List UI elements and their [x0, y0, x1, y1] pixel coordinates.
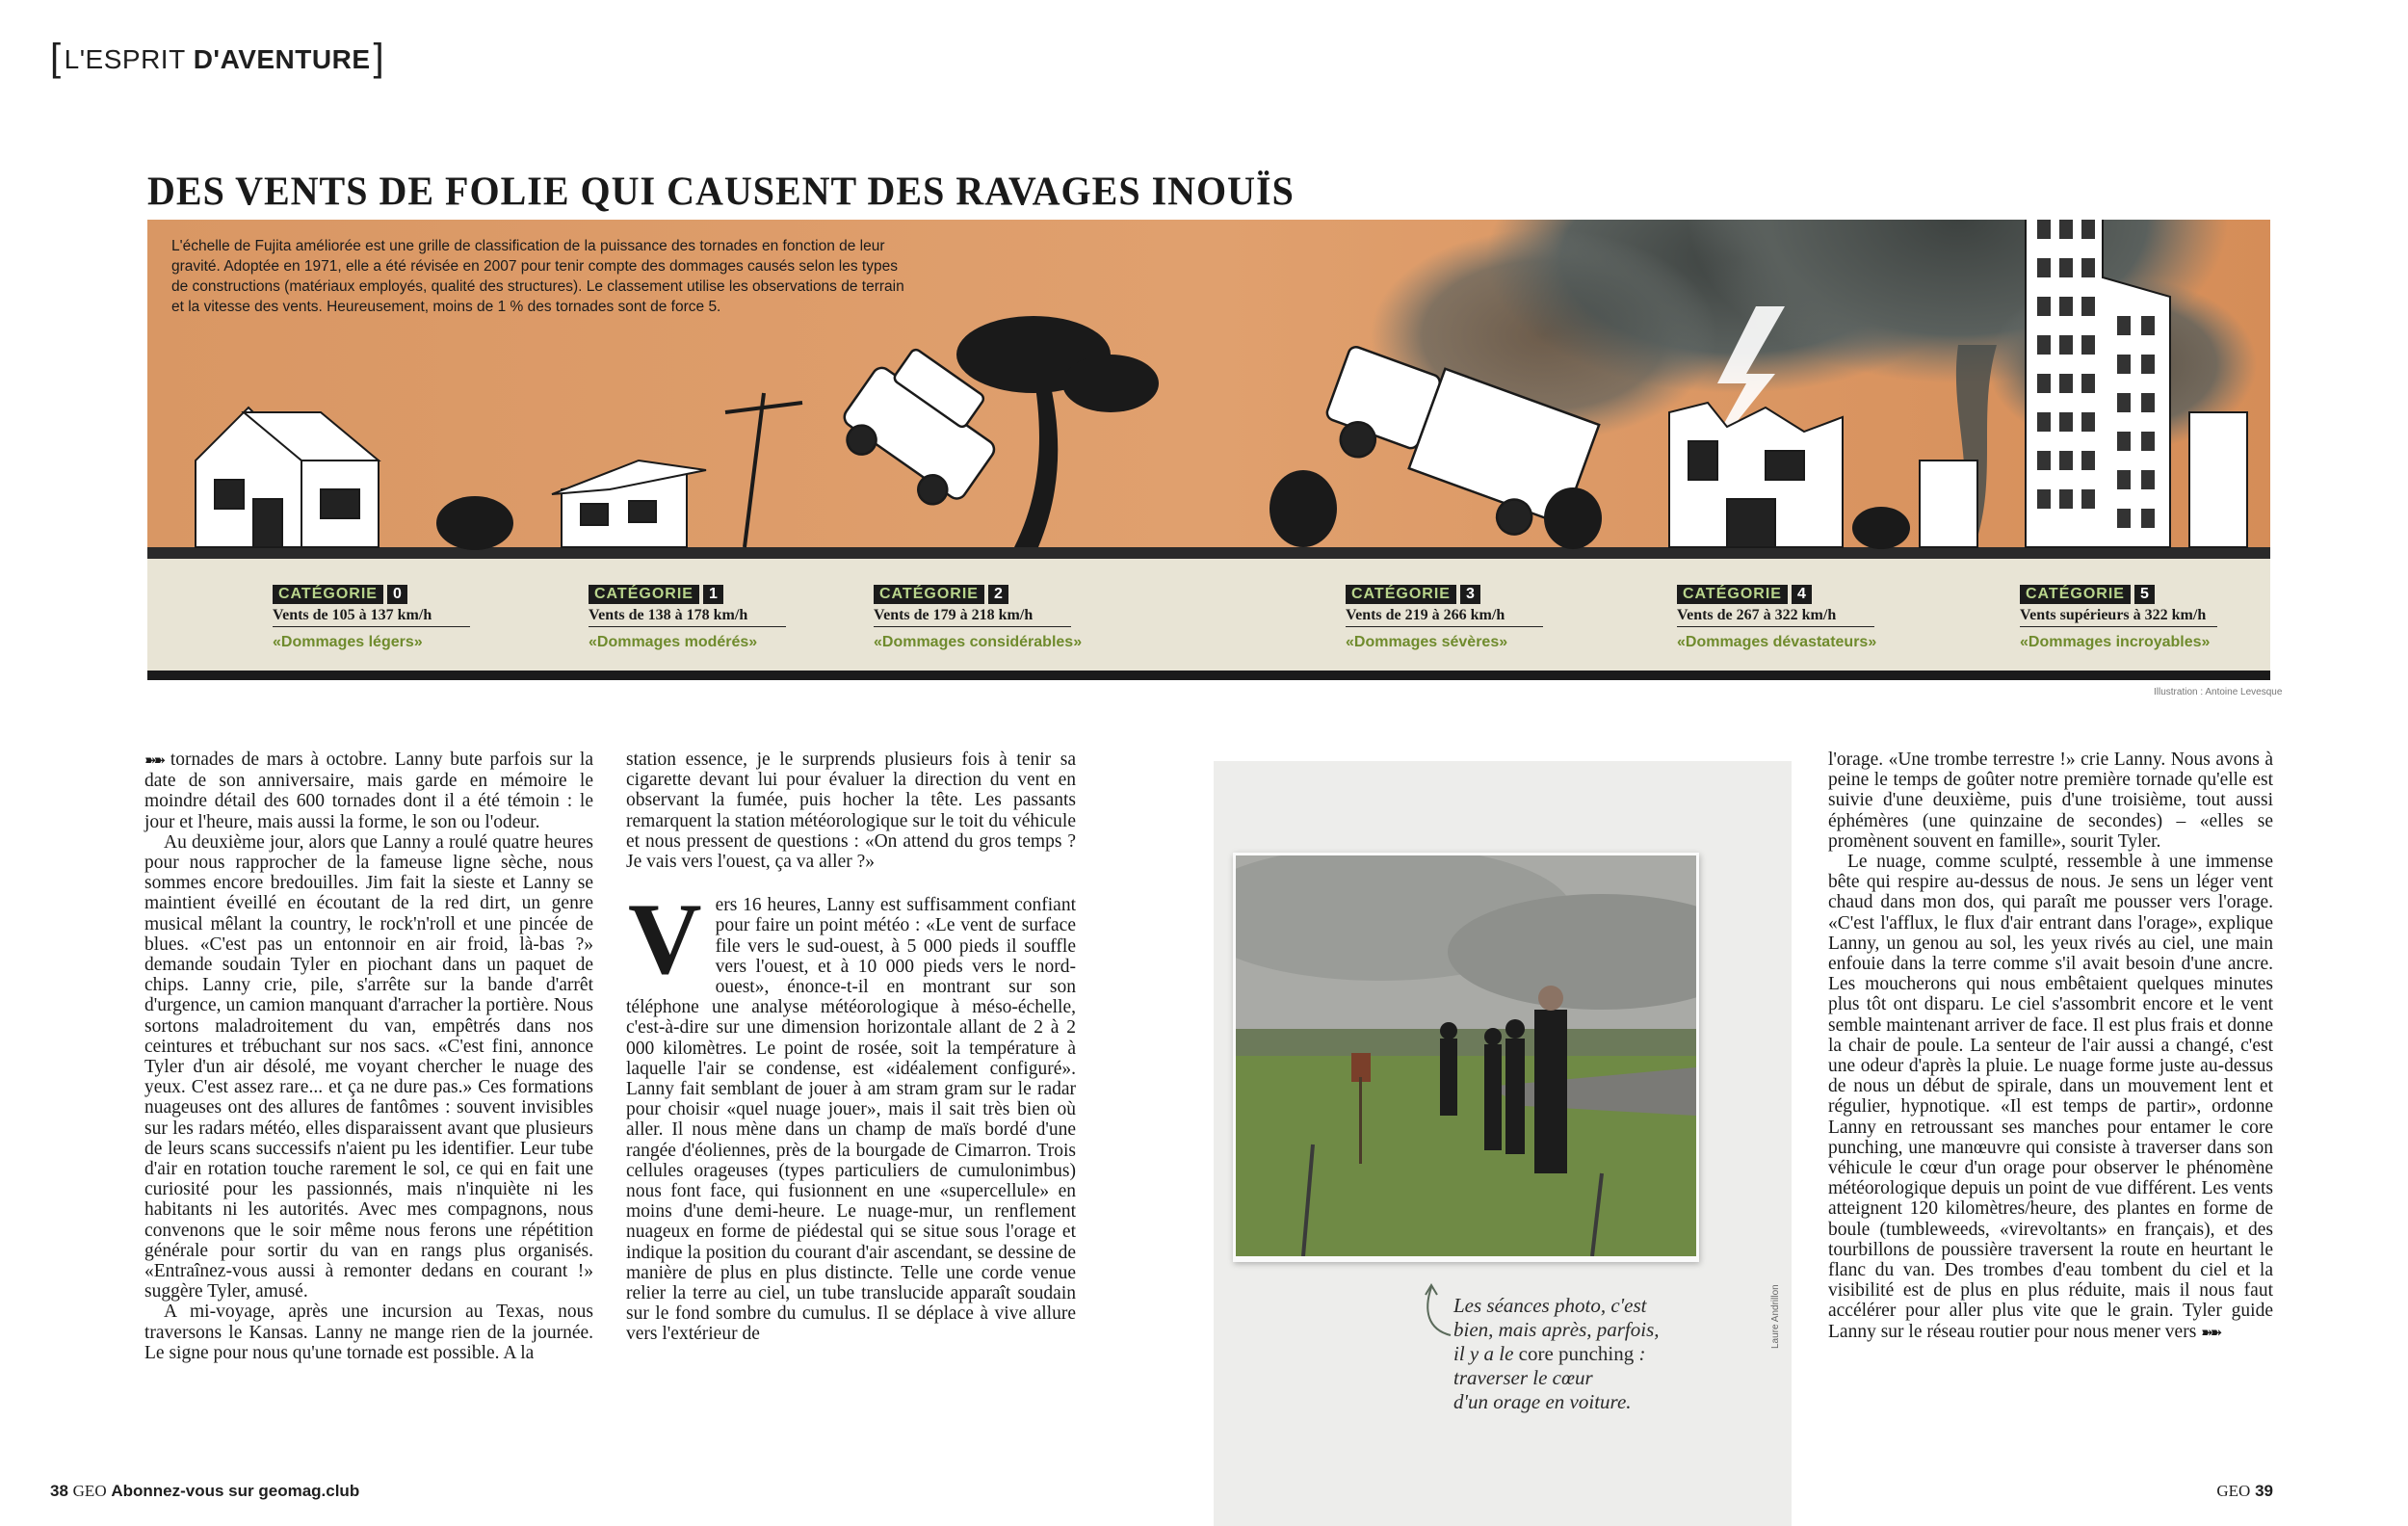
category-number: 5 — [2134, 585, 2155, 604]
paragraph: Au deuxième jour, alors que Lanny a roulé quatre heures pour nous rapprocher de la fameuse ligne sèche, nous sommes encore bredouilles. Jim fait la sieste et Lanny se maintient éveillé en écoutant de la red dirt, un genre musical mêlant la country, le rock'n'roll et une pincée de blues. «C'est pas un entonnoir en air froid, là-bas ?» demande soudain Tyler en piochant dans un paquet de chips. Lanny crie, pile, s'arrête sur la bande d'arrêt d'urgence, un camion manquant d'arracher la portière. Nous sortons maladroitement du van, empêtrés dans nos ceintures et trébuchant sur nos sacs. «C'est fini, annonce Tyler d'un air désolé, me voyant chercher le nuage des yeux. C'est assez rare... et ça ne dure pas.» Ces formations nuageuses ont des allures de fantômes : souvent invisibles sur les radars météo, elles disparaissent avant que plusieurs de leurs scans successifs n'aient pu les identifier. Leur tube d'air en rotation touche rarement le sol, ce qui en fait une curiosité pour les passionnés, mais n'inquiète ni les habitants ni les autorités. Avec mes compagnons, nous convenons que le soir même nous ferons une répétition générale pour sortir du van en rangs plus organisés. «Entraînez-vous aussi à remonter dedans en courant !» suggère Tyler, amusé. — [144, 831, 593, 1302]
category-wind: Vents de 138 à 178 km/h — [589, 604, 786, 627]
rubric-bracket-left: [ — [50, 37, 62, 79]
category-4 — [1677, 585, 1876, 651]
caption-line: d'un orage en voiture. — [1453, 1390, 1632, 1413]
illustration-credit: Illustration : Antoine Levesque — [2154, 687, 2283, 697]
category-wind: Vents de 219 à 266 km/h — [1346, 604, 1543, 627]
paragraph — [1828, 852, 2273, 1343]
brand: GEO — [2216, 1482, 2251, 1500]
category-damage: «Dommages légers» — [273, 634, 423, 650]
category-1 — [589, 585, 786, 651]
photo-caption — [1453, 1294, 1733, 1414]
category-number: 0 — [387, 585, 407, 604]
caption-line: Les séances photo, c'est — [1453, 1294, 1647, 1317]
infographic-description: L'échelle de Fujita améliorée est une grille de classification de la puissance des tornades en fonction de leur gravité. Adoptée en 1971, elle a été révisée en 2007 pour tenir compte des dommages causés selon les types de constructions (matériaux employés, qualité des structures). Le classement utilise les observations de terrain et la vitesse des vents. Heureusement, moins de 1 % des tornades sont de force 5. — [171, 238, 904, 315]
page-number: 38 — [50, 1482, 68, 1500]
category-damage: «Dommages incroyables» — [2020, 634, 2211, 650]
bottom-rule — [147, 671, 2270, 680]
category-3 — [1346, 585, 1543, 651]
caption-line: bien, mais après, parfois, — [1453, 1318, 1660, 1341]
category-5 — [2020, 585, 2217, 651]
paragraph: l'orage. «Une trombe terrestre !» crie Lanny. Nous avons à peine le temps de goûter notre première tornade qu'elle est suivie d'une deuxième, puis d'une troisième, tout aussi éphémères (une quinzaine de secondes) – «elles se promènent souvent en famille», sourit Tyler. — [1828, 750, 2273, 852]
infographic-title: DES VENTS DE FOLIE QUI CAUSENT DES RAVAGES INOUÏS — [147, 168, 1295, 215]
category-damage: «Dommages dévastateurs» — [1677, 634, 1877, 650]
category-label: CATÉGORIE — [2020, 585, 2131, 604]
caption-text: il y a le — [1453, 1342, 1514, 1365]
category-number: 1 — [703, 585, 723, 604]
category-number: 2 — [988, 585, 1008, 604]
caption-line — [1453, 1342, 1733, 1366]
footer-right — [2216, 1482, 2273, 1501]
brand: GEO — [72, 1482, 107, 1500]
rubric-bracket-right: ] — [373, 37, 385, 79]
category-label: CATÉGORIE — [874, 585, 984, 604]
category-wind: Vents de 105 à 137 km/h — [273, 604, 470, 627]
caption-arrow-icon — [1418, 1281, 1456, 1339]
category-wind: Vents de 267 à 322 km/h — [1677, 604, 1874, 627]
rubric-bold: D'AVENTURE — [193, 44, 371, 74]
photo-treeline — [1236, 1029, 1696, 1058]
category-2 — [874, 585, 1082, 651]
photo-credit: Laure Andrillon — [1770, 1284, 1781, 1349]
category-label: CATÉGORIE — [273, 585, 383, 604]
category-label: CATÉGORIE — [589, 585, 699, 604]
rubric-light: L'ESPRIT — [64, 44, 186, 74]
article-column-2 — [626, 750, 1076, 1345]
drop-cap: V — [628, 882, 702, 996]
paragraph: tornades de mars à octobre. Lanny bute parfois sur la date de son anniversaire, mais garde en mémoire le moindre détail des 600 tornades dont il a été témoin : le jour et l'heure, mais aussi la forme, le son ou l'odeur. — [144, 750, 593, 832]
category-damage: «Dommages modérés» — [589, 634, 758, 650]
category-wind: Vents de 179 à 218 km/h — [874, 604, 1071, 627]
category-number: 3 — [1460, 585, 1480, 604]
paragraph: A mi-voyage, après une incursion au Texas, nous traversons le Kansas. Lanny ne mange rien de la journée. Le signe pour nous qu'une tornade est possible. A la — [144, 1302, 593, 1363]
category-damage: «Dommages considérables» — [874, 634, 1083, 650]
article-column-4 — [1828, 750, 2273, 1343]
subscribe-link[interactable]: Abonnez-vous sur geomag.club — [111, 1482, 360, 1500]
caption-line: traverser le cœur — [1453, 1366, 1593, 1389]
category-0 — [273, 585, 470, 651]
continued-arrow-icon: ➽➽ — [144, 751, 164, 769]
paragraph: ers 16 heures, Lanny est suffisamment confiant pour faire un point météo : «Le vent de surface file vers le sud-ouest, à 5 000 pieds il souffle vers l'ouest, et à 10 000 pieds vers le nord-ouest», énonce-t-il en montrant sur son téléphone une analyse météorologique à méso-échelle, c'est-à-dire sur une dimension horizontale allant de 2 à 2 000 kilomètres. Le point de rosée, soit la température à laquelle l'air se condense, est «idéalement configuré». Lanny fait semblant de jouer à am stram gram sur le radar pour choisir «quel nuage jouer», mais il sait très bien où aller. Il nous mène dans un champ de maïs bordé d'une rangée d'éoliennes, près de la bourgade de Cimarron. Trois cellules orageuses (types particuliers de cumulonimbus) nous font face, qui fusionnent en une «supercellule» en moins d'une demi-heure. Le nuage-mur, un renflement nuageux en forme de piédestal qui se situe sous l'orage et indique la position du courant d'air ascendant, se dessine de manière de plus en plus distincte. Telle une corde venue relier la terre au ciel, un tube translucide apparaît soudain sur le fond sombre du cumulus. Il se déplace à vive allure vers l'extérieur de — [626, 895, 1076, 1345]
page-number: 39 — [2255, 1482, 2273, 1500]
continued-arrow-icon: ➽➽ — [2201, 1323, 2220, 1341]
category-label: CATÉGORIE — [1677, 585, 1788, 604]
photo-signpost — [1359, 1077, 1362, 1164]
footer-left — [50, 1482, 359, 1501]
caption-term: core punching — [1518, 1342, 1635, 1365]
paragraph-text: Le nuage, comme sculpté, ressemble à une immense bête qui respire au-dessus de nous. Je sens un léger vent chaud dans mon dos, qui paraît me pousser vers l'orage. «C'est l'afflux, le flux d'air entrant dans l'orage», explique Lanny, un genou au sol, les yeux rivés au ciel, une main enfouie dans la terre comme s'il avait besoin d'une ancre. Les moucherons qui nous embêtaient quelques minutes plus tôt ont disparu. Le ciel s'assombrit encore et le vent semble maintenant arriver de face. Il est plus frais et donne la chair de poule. La senteur de l'air aussi a changé, c'est une odeur d'après la pluie. Le nuage forme juste au-dessus de nous un début de spirale, dans un mouvement lent et régulier, hypnotique. «Il est temps de partir», ordonne Lanny en retroussant ses manches pour entamer le core punching, une manœuvre qui consiste à traverser dans son véhicule le cœur d'un orage pour observer le phénomène météorologique depuis un point de vue différent. Les vents atteignent 120 kilomètres/heure, des plantes en forme de boule (tumbleweeds, «virevoltants» en français), et des tourbillons de poussière traversent la route en heurtant le flanc du van. Des trombes d'eau tombent du ciel et la visibilité est de plus en plus réduite, mais il nous faut accélérer pour aller plus vite que le grain. Tyler guide Lanny sur le réseau routier pour nous mener vers — [1828, 852, 2273, 1342]
storm-chasers-photo — [1236, 855, 1696, 1256]
caption-text: : — [1634, 1342, 1646, 1365]
section-rubric — [50, 37, 385, 79]
category-number: 4 — [1792, 585, 1812, 604]
article-column-1 — [144, 750, 593, 1363]
category-label: CATÉGORIE — [1346, 585, 1456, 604]
paragraph: station essence, je le surprends plusieurs fois à tenir sa cigarette devant lui pour évaluer la direction du vent en observant la fumée, puis hocher la tête. Les passants remarquent la station météorologique sur le toit du véhicule et nous pressent de questions : «On attend du gros temps ? Je vais vers l'ouest, ça va aller ?» — [626, 750, 1076, 873]
category-wind: Vents supérieurs à 322 km/h — [2020, 604, 2217, 627]
category-damage: «Dommages sévères» — [1346, 634, 1508, 650]
